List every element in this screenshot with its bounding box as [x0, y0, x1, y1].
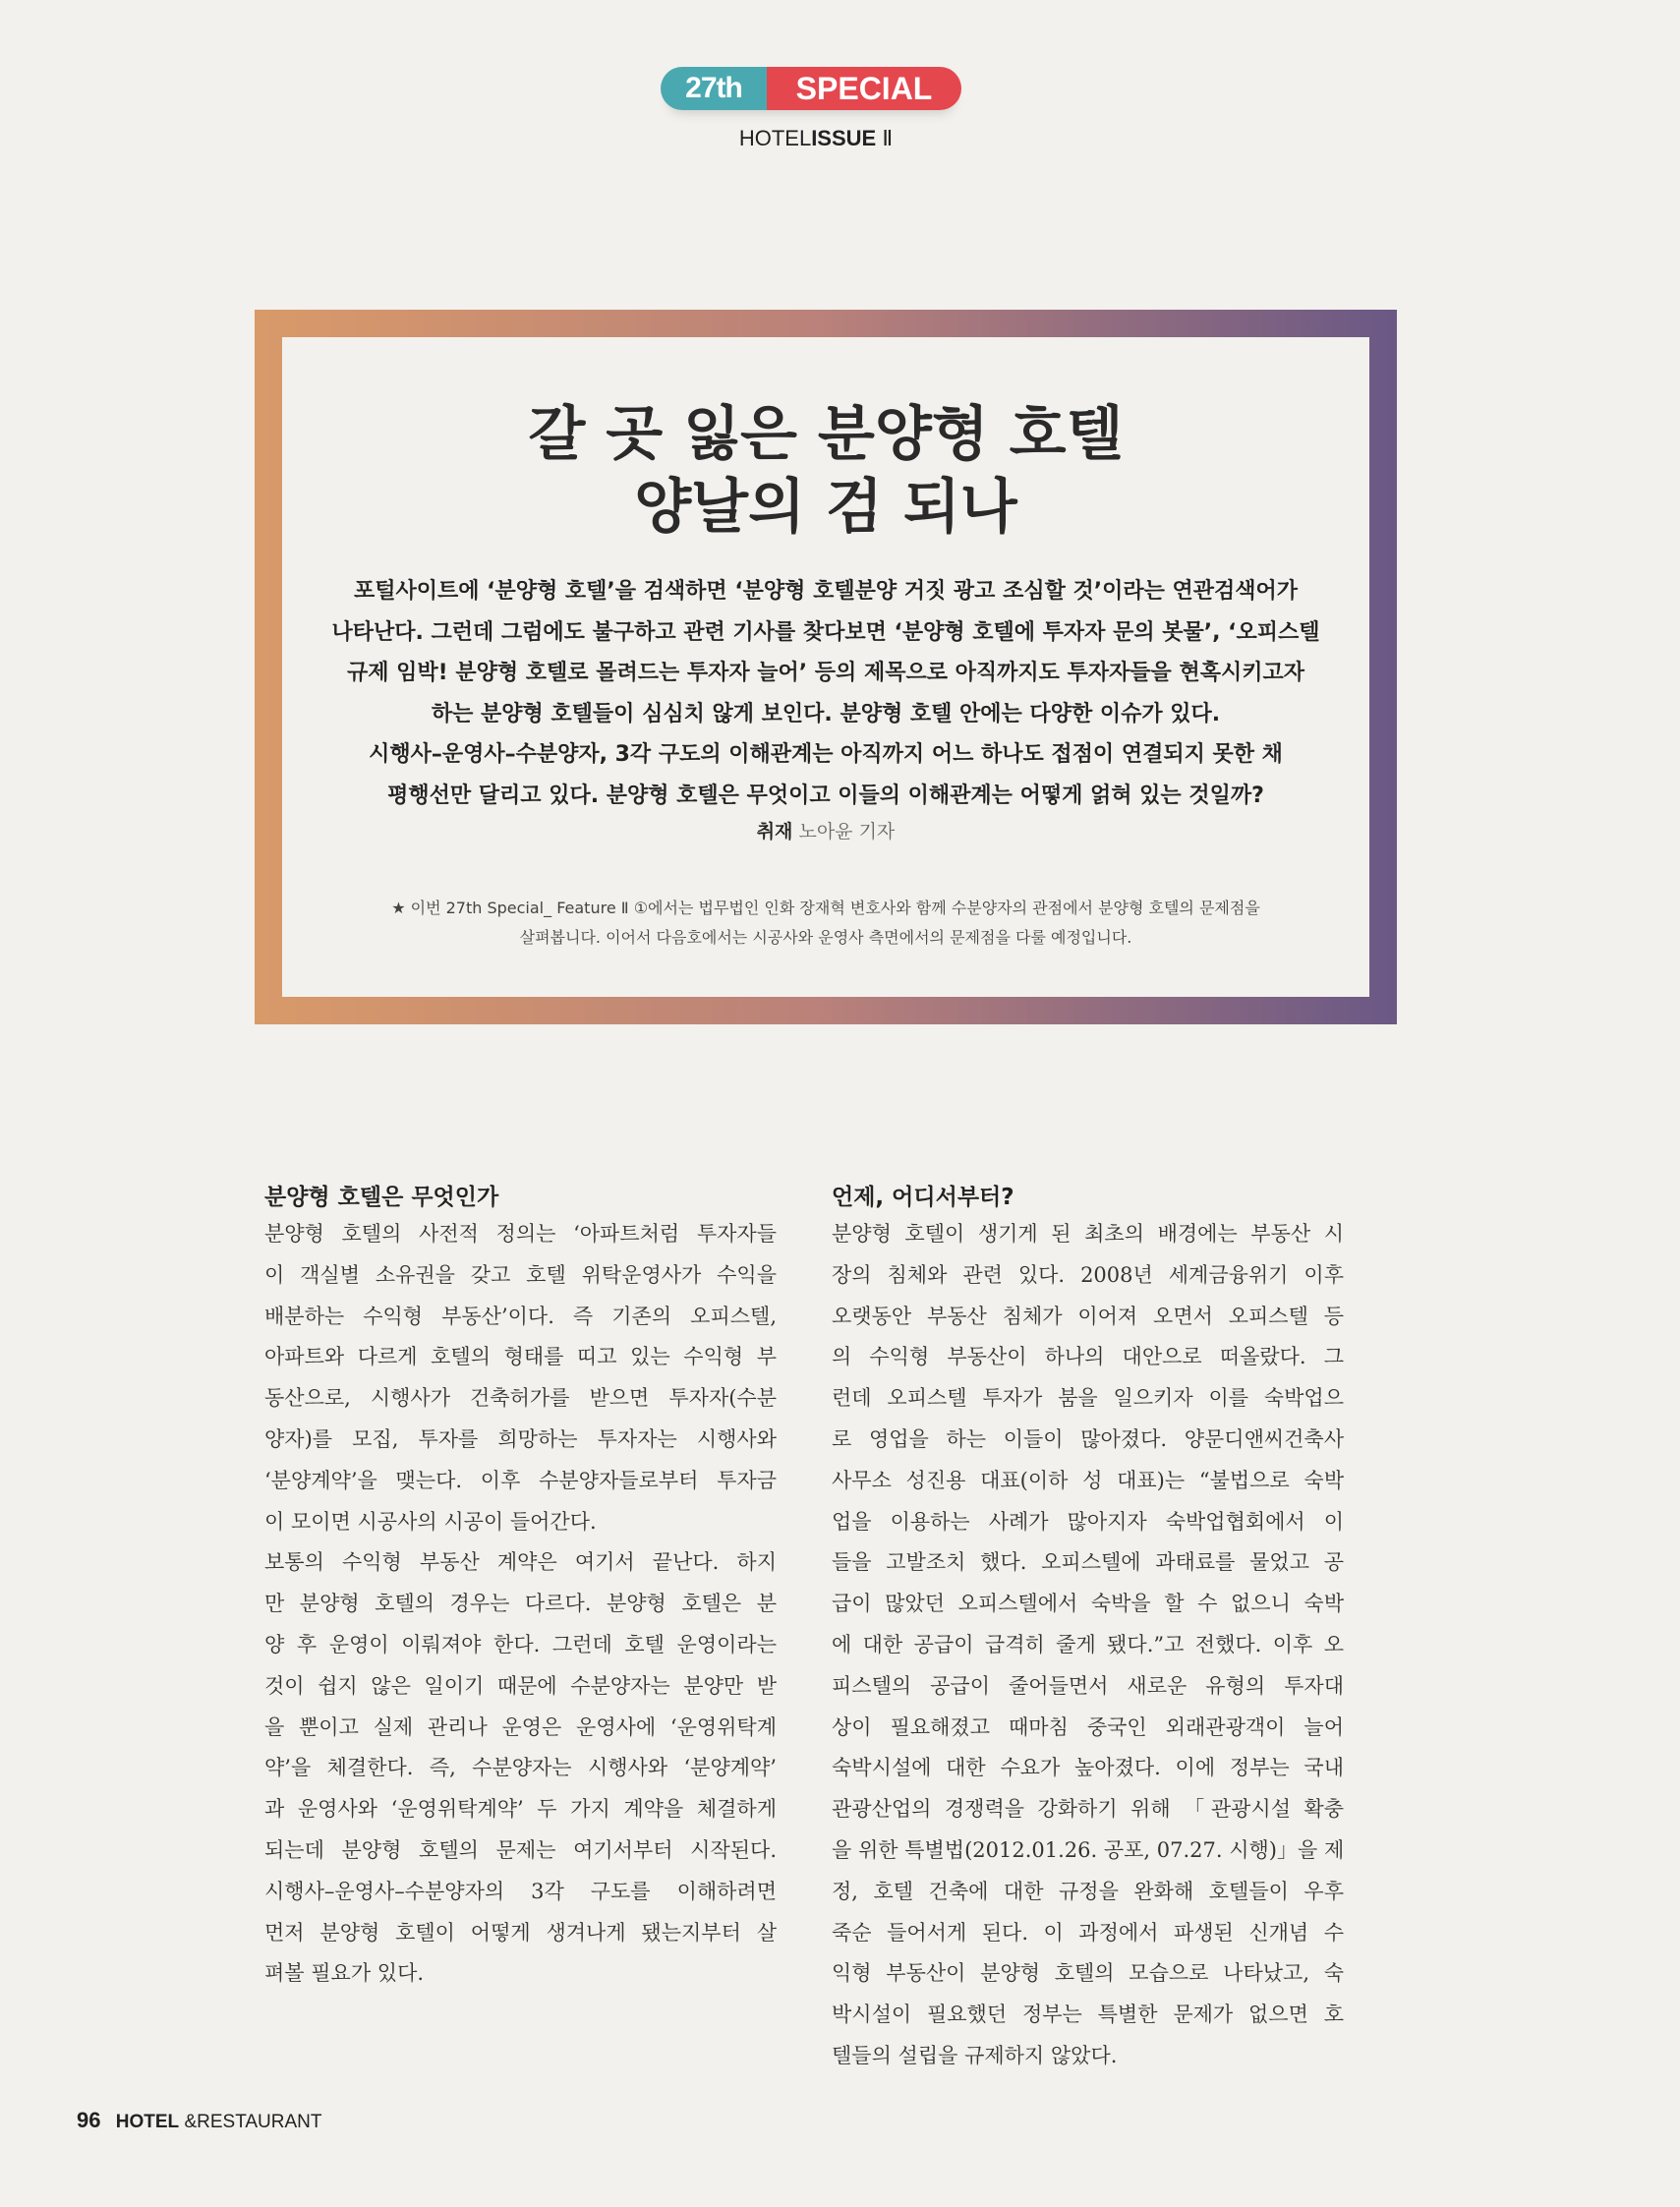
- article-column-right: [832, 1181, 1344, 2077]
- editor-note: [282, 894, 1369, 953]
- title-line: 양날의 검 되나: [634, 473, 1017, 542]
- body-text-line: 피스텔의 공급이 줄어들면서 새로운 유형의 투자대: [832, 1673, 1344, 1698]
- body-text-line: 사무소 성진용 대표(이하 성 대표)는 “불법으로 숙박: [832, 1468, 1344, 1492]
- feature-box: [282, 337, 1369, 997]
- section-heading: 언제, 어디서부터?: [832, 1185, 1014, 1210]
- body-text-line: 급이 많았던 오피스텔에서 숙박을 할 수 없으니 숙박: [832, 1592, 1344, 1616]
- issue-numeral: Ⅱ: [882, 126, 894, 150]
- body-text-line: 상이 필요해졌고 때마침 중국인 외래관광객이 늘어: [832, 1714, 1344, 1739]
- feature-frame: [255, 310, 1397, 1024]
- magazine-name-a: HOTEL: [115, 2112, 180, 2132]
- body-text-line: 텔들의 설립을 규제하지 않았다.: [832, 2043, 1118, 2067]
- abstract-line: 규제 임박! 분양형 호텔로 몰려드는 투자자 늘어’ 등의 제목으로 아직까지도 투자자들을 현혹시키고자: [347, 661, 1304, 685]
- body-text-line: ‘분양계약’을 맺는다. 이후 수분양자들로부터 투자금: [264, 1468, 777, 1492]
- body-text-line: 동산으로, 시행사가 건축허가를 받으면 투자자(수분: [264, 1386, 777, 1411]
- body-text-line: 분양형 호텔의 사전적 정의는 ‘아파트처럼 투자자들: [264, 1222, 777, 1246]
- body-text-line: 의 수익형 부동산이 하나의 대안으로 떠올랐다. 그: [832, 1345, 1344, 1369]
- abstract-line: 시행사–운영사–수분양자, 3각 구도의 이해관계는 아직까지 어느 하나도 접점이 연결되지 못한 채: [369, 742, 1283, 767]
- body-text-line: 아파트와 다르게 호텔의 형태를 띠고 있는 수익형 부: [264, 1345, 777, 1369]
- body-text-line: 이 객실별 소유권을 갖고 호텔 위탁운영사가 수익을: [264, 1262, 777, 1287]
- body-text-line: 박시설이 필요했던 정부는 특별한 문제가 없으면 호: [832, 2003, 1344, 2027]
- body-text-line: 을 위한 특별법(2012.01.26. 공포, 07.27. 시행)」을 제: [832, 1837, 1344, 1862]
- body-text-line: 양자)를 모집, 투자를 희망하는 투자자는 시행사와: [264, 1426, 777, 1451]
- byline: [282, 817, 1369, 843]
- abstract-line: 하는 분양형 호텔들이 심심치 않게 보인다. 분양형 호텔 안에는 다양한 이슈가 있다.: [431, 701, 1221, 726]
- body-text-line: 보통의 수익형 부동산 계약은 여기서 끝난다. 하지: [264, 1550, 777, 1575]
- body-text-line: 죽순 들어서게 된다. 이 과정에서 파생된 신개념 수: [832, 1920, 1344, 1945]
- article-column-left: [264, 1181, 777, 1995]
- magazine-name-amp: &: [184, 2112, 198, 2132]
- magazine-name-b: RESTAURANT: [197, 2112, 322, 2132]
- abstract-line: 포털사이트에 ‘분양형 호텔’을 검색하면 ‘분양형 호텔분양 거짓 광고 조심할 것’이라는 연관검색어가: [353, 579, 1299, 604]
- page-number: 96: [77, 2108, 101, 2132]
- feature-abstract: [282, 571, 1369, 816]
- body-text-line: 펴볼 필요가 있다.: [264, 1961, 425, 1986]
- body-text-line: 약’을 체결한다. 즉, 수분양자는 시행사와 ‘분양계약’: [264, 1756, 777, 1780]
- column-body: [832, 1214, 1344, 2077]
- body-text-line: 을 뿐이고 실제 관리나 운영은 운영사에 ‘운영위탁계: [264, 1714, 777, 1739]
- column-body: [264, 1214, 777, 1995]
- body-text-line: 되는데 분양형 호텔의 문제는 여기서부터 시작된다.: [264, 1837, 777, 1862]
- byline-name: 노아윤 기자: [798, 821, 896, 842]
- body-text-line: 정, 호텔 건축에 대한 규정을 완화해 호텔들이 우후: [832, 1879, 1344, 1903]
- note-line: ★ 이번 27th Special_ Feature Ⅱ ①에서는 법무법인 인화 장재혁 변호사와 함께 수분양자의 관점에서 분양형 호텔의 문제점을: [391, 899, 1260, 917]
- body-text-line: 배분하는 수익형 부동산’이다. 즉 기존의 오피스텔,: [264, 1304, 777, 1328]
- body-text-line: 들을 고발조치 했다. 오피스텔에 과태료를 물었고 공: [832, 1550, 1344, 1575]
- issue-prefix: HOTEL: [738, 126, 812, 150]
- issue-bold: ISSUE: [811, 126, 877, 150]
- note-line: 살펴봅니다. 이어서 다음호에서는 시공사와 운영사 측면에서의 문제점을 다룰 예정입니다.: [519, 928, 1132, 947]
- body-text-line: 숙박시설에 대한 수요가 높아졌다. 이에 정부는 국내: [832, 1756, 1344, 1780]
- body-text-line: 익형 부동산이 분양형 호텔의 모습으로 나타났고, 숙: [832, 1961, 1344, 1986]
- page-footer: [77, 2108, 322, 2133]
- badge-number: 27th: [661, 67, 767, 110]
- body-text-line: 관광산업의 경쟁력을 강화하기 위해 「관광시설 확충: [832, 1797, 1344, 1822]
- special-badge: [661, 67, 961, 110]
- body-text-line: 이 모이면 시공사의 시공이 들어간다.: [264, 1509, 597, 1534]
- body-text-line: 양 후 운영이 이뤄져야 한다. 그런데 호텔 운영이라는: [264, 1632, 777, 1656]
- abstract-line: 나타난다. 그런데 그럼에도 불구하고 관련 기사를 찾다보면 ‘분양형 호텔에 투자자 문의 봇물’, ‘오피스텔: [331, 619, 1320, 645]
- body-text-line: 분양형 호텔이 생기게 된 최초의 배경에는 부동산 시: [832, 1222, 1344, 1246]
- body-text-line: 시행사–운영사–수분양자의 3각 구도를 이해하려면: [264, 1879, 777, 1903]
- abstract-line: 평행선만 달리고 있다. 분양형 호텔은 무엇이고 이들의 이해관계는 어떻게 얽혀 있는 것일까?: [387, 783, 1264, 808]
- badge-label: SPECIAL: [767, 67, 961, 110]
- body-text-line: 런데 오피스텔 투자가 붐을 일으키자 이를 숙박업으: [832, 1386, 1344, 1411]
- body-text-line: 에 대한 공급이 급격히 줄게 됐다.”고 전했다. 이후 오: [832, 1632, 1344, 1656]
- section-heading: 분양형 호텔은 무엇인가: [264, 1185, 499, 1210]
- title-line: 갈 곳 잃은 분양형 호텔: [528, 400, 1124, 469]
- body-text-line: 먼저 분양형 호텔이 어떻게 생겨나게 됐는지부터 살: [264, 1920, 777, 1945]
- body-text-line: 장의 침체와 관련 있다. 2008년 세계금융위기 이후: [832, 1262, 1344, 1287]
- body-text-line: 것이 쉽지 않은 일이기 때문에 수분양자는 분양만 받: [264, 1673, 777, 1698]
- feature-title: [282, 398, 1369, 544]
- body-text-line: 로 영업을 하는 이들이 많아졌다. 양문디앤씨건축사: [832, 1426, 1344, 1451]
- byline-label: 취재: [756, 821, 793, 842]
- body-text-line: 과 운영사와 ‘운영위탁계약’ 두 가지 계약을 체결하게: [264, 1797, 777, 1822]
- section-label: [0, 126, 1632, 151]
- body-text-line: 만 분양형 호텔의 경우는 다르다. 분양형 호텔은 분: [264, 1592, 777, 1616]
- body-text-line: 오랫동안 부동산 침체가 이어져 오면서 오피스텔 등: [832, 1304, 1344, 1328]
- body-text-line: 업을 이용하는 사례가 많아지자 숙박업협회에서 이: [832, 1509, 1344, 1534]
